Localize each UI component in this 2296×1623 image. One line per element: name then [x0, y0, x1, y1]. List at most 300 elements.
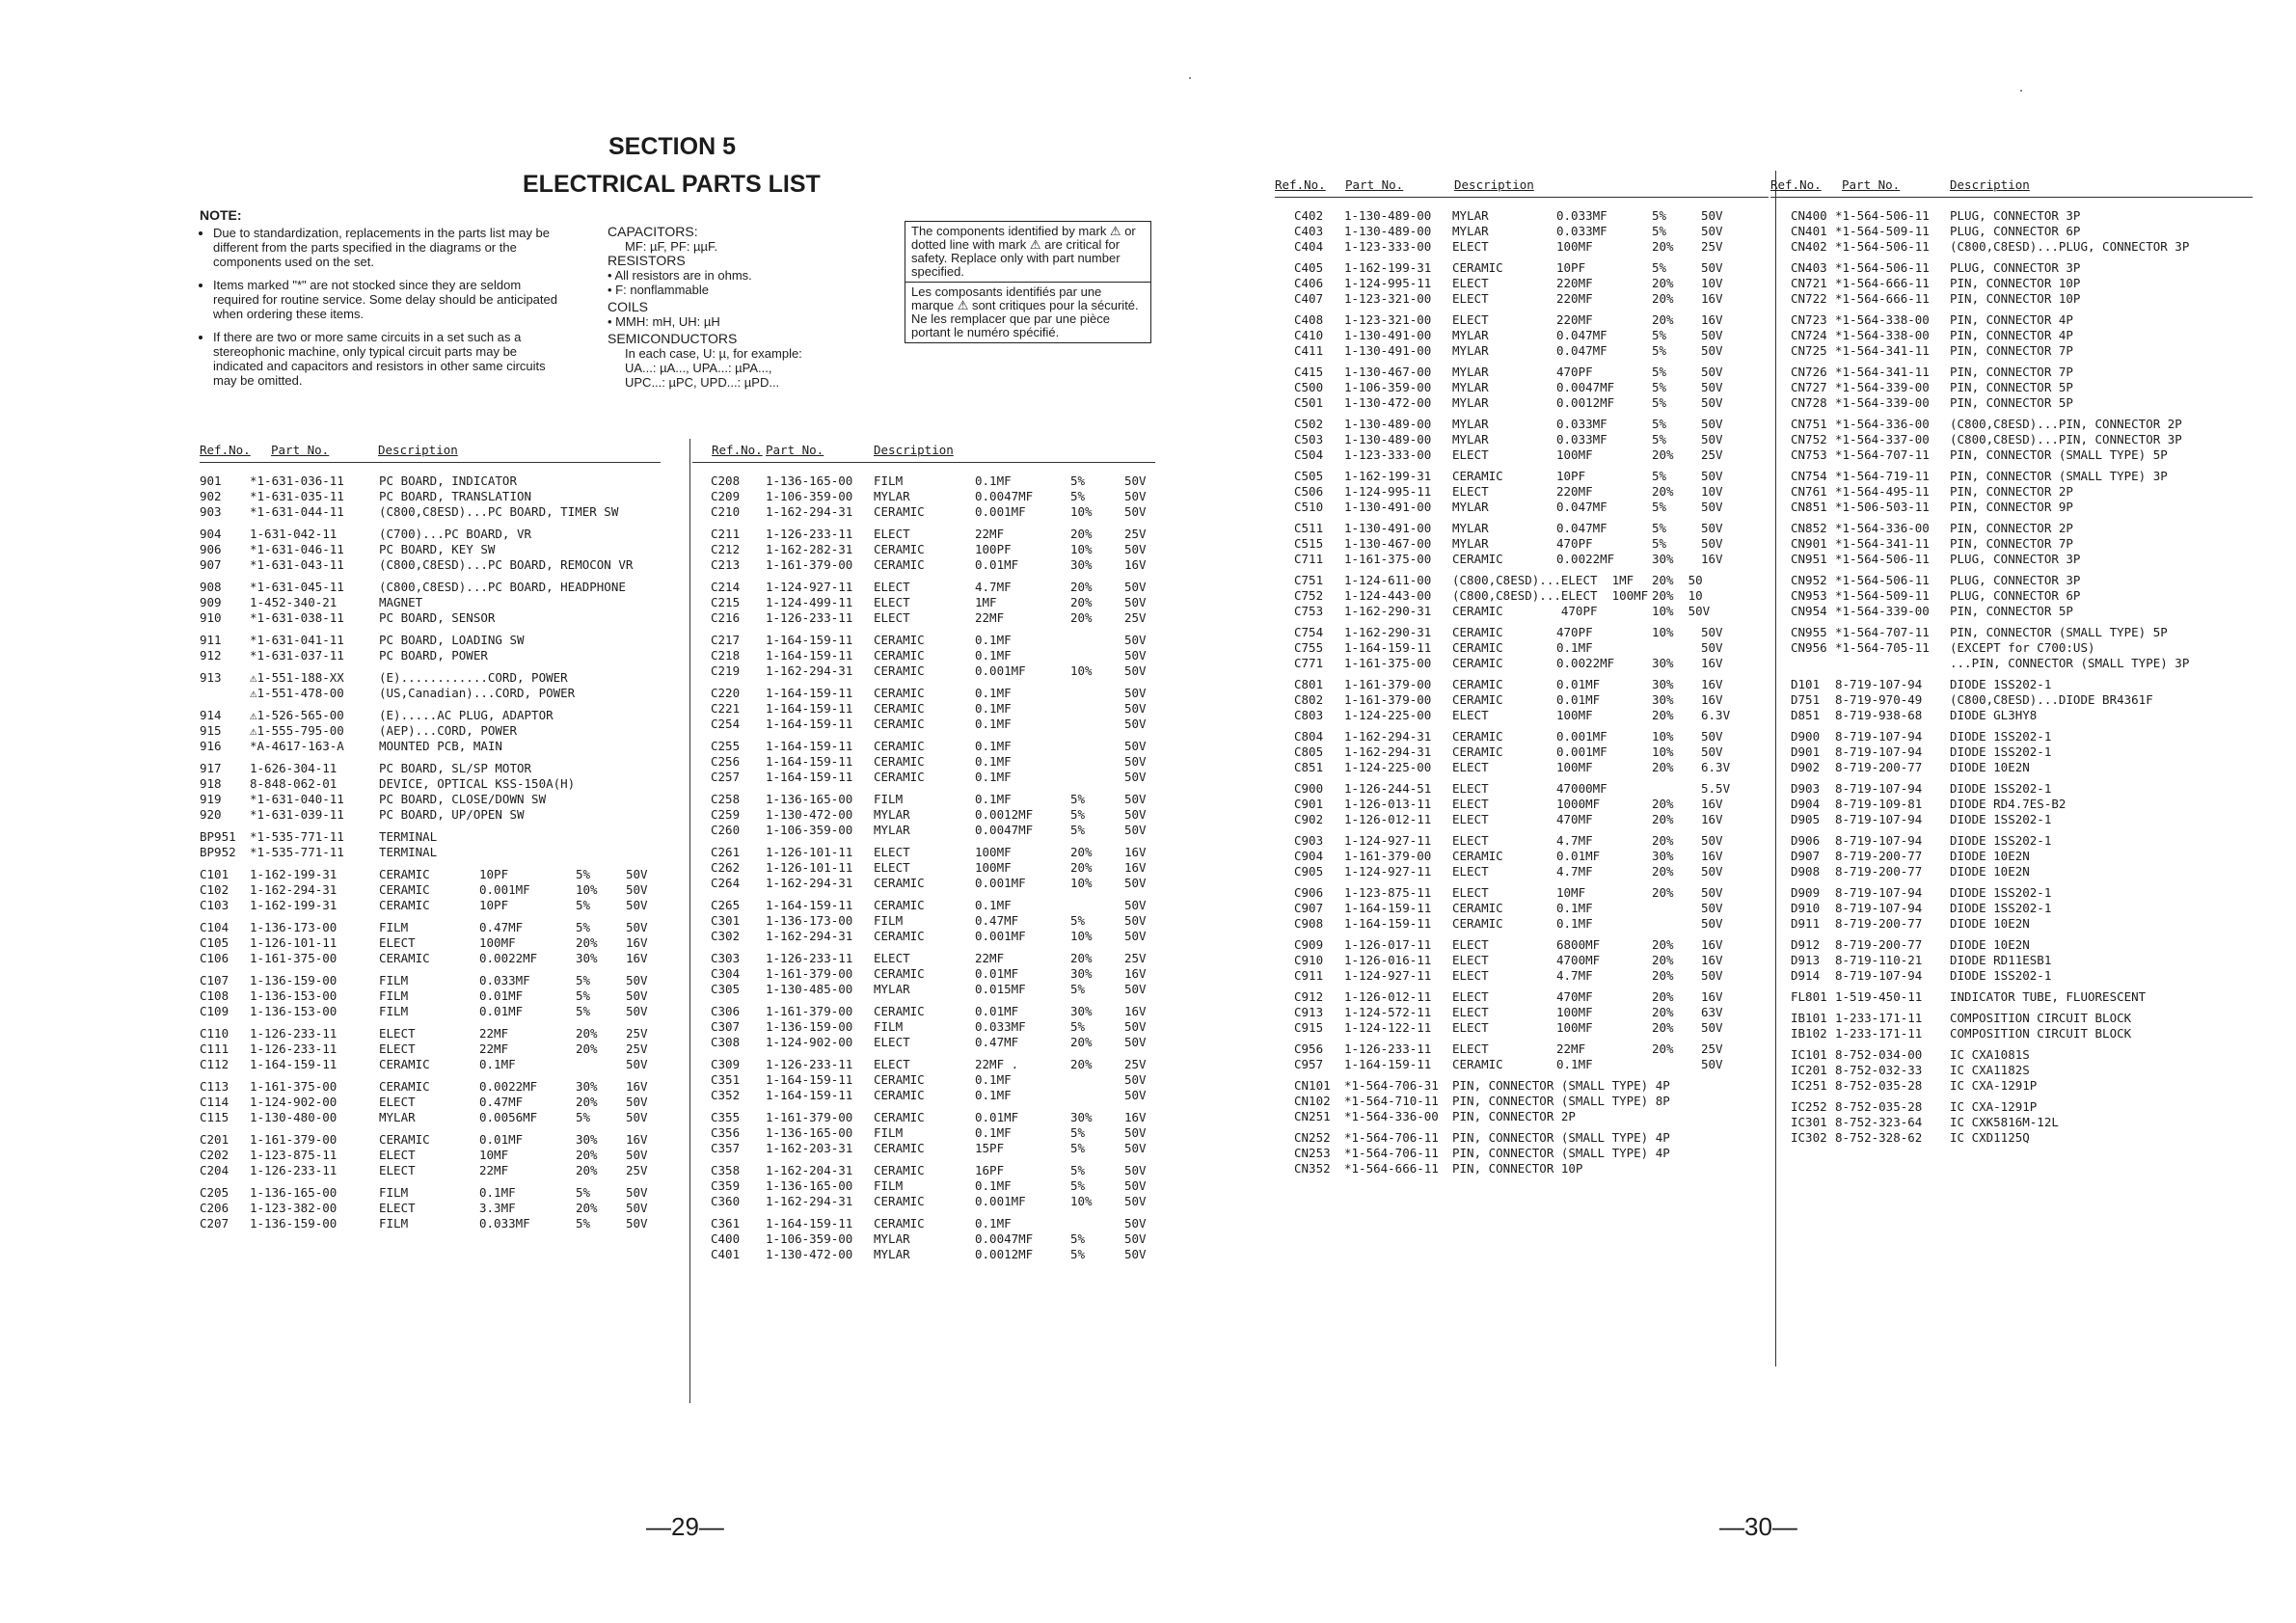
value: 220MF: [1556, 276, 1593, 290]
ref-no: C208: [711, 473, 741, 488]
ref-no: C360: [711, 1194, 741, 1208]
ref-no: CN724: [1791, 328, 1827, 342]
table-row: [1770, 744, 2253, 760]
ref-no: CN851: [1791, 500, 1827, 514]
rating: 50V: [1701, 1020, 1723, 1035]
ref-no: C205: [200, 1185, 230, 1200]
ref-no: C207: [200, 1216, 230, 1231]
part-no: 1-124-927-11: [766, 580, 853, 594]
description: ELECT: [874, 580, 910, 594]
part-no: 1-123-321-00: [1344, 291, 1432, 306]
table-row: [692, 717, 1155, 732]
tolerance: 20%: [576, 1041, 598, 1056]
ref-no: C406: [1294, 276, 1324, 290]
ref-no: 907: [200, 557, 222, 572]
value: 0.1MF: [479, 1057, 516, 1071]
rating: 50V: [1701, 260, 1723, 275]
value: 0.001MF: [975, 504, 1026, 519]
parts-column-3: [1275, 176, 1769, 1182]
tolerance: 5%: [1652, 432, 1667, 446]
description: CERAMIC: [874, 770, 925, 784]
part-no: 1-136-165-00: [766, 792, 853, 806]
ref-no: BP951: [200, 829, 236, 844]
rating: 50V: [1124, 1178, 1147, 1193]
ref-no: C217: [711, 633, 741, 647]
parts-group: [1275, 312, 1769, 359]
table-row: [692, 807, 1155, 823]
value: 0.047MF: [1556, 521, 1607, 535]
tolerance: 20%: [1652, 989, 1674, 1004]
ref-no: C209: [711, 489, 741, 503]
rating: 25V: [1701, 239, 1723, 254]
safety-notice-english: The components identified by mark ⚠ or dotted line with mark ⚠ are critical for safety. Replace only with part number specified.: [911, 224, 1136, 279]
table-row: [1770, 937, 2253, 953]
rating: 50V: [1124, 648, 1147, 663]
ref-no: C771: [1294, 656, 1324, 670]
rating: 50V: [1124, 1231, 1147, 1246]
section-title: SECTION 5: [608, 133, 736, 160]
table-row: [1770, 1115, 2253, 1130]
rating: 25V: [626, 1041, 648, 1056]
part-no: 8-719-107-94: [1835, 812, 1923, 826]
table-row: [1770, 797, 2253, 812]
value: 220MF: [1556, 484, 1593, 499]
tolerance: 5%: [1070, 913, 1086, 928]
tolerance: 5%: [576, 973, 591, 987]
description: PIN, CONNECTOR 7P: [1950, 365, 2073, 379]
ref-no: C900: [1294, 781, 1324, 796]
rating: 50V: [1124, 1163, 1147, 1177]
description: CERAMIC: [874, 754, 925, 769]
value: 4.7MF: [975, 580, 1012, 594]
part-no: *1-564-506-11: [1835, 573, 1930, 587]
table-row: [1275, 432, 1769, 447]
table-row: [692, 1110, 1155, 1125]
table-row: [200, 504, 661, 520]
table-row: [1770, 276, 2253, 291]
table-row: [1770, 677, 2253, 692]
value: 10PF: [1556, 260, 1586, 275]
ref-no: CN102: [1294, 1094, 1331, 1108]
table-row: [200, 473, 661, 489]
table-row: [1275, 1161, 1769, 1177]
table-row: [200, 739, 661, 754]
part-no: 1-126-233-11: [1344, 1041, 1432, 1056]
ref-no: C264: [711, 876, 741, 890]
value: 0.0022MF: [479, 1079, 538, 1094]
part-no: ⚠1-526-565-00: [250, 708, 344, 722]
rating: 50V: [1124, 754, 1147, 769]
rating: 50V: [1701, 625, 1723, 639]
part-no: 1-164-159-11: [766, 770, 853, 784]
table-row: [1275, 343, 1769, 359]
tolerance: 5%: [1070, 473, 1086, 488]
part-no: 1-626-304-11: [250, 761, 338, 775]
parts-group: [1275, 1130, 1769, 1177]
table-row: [1275, 417, 1769, 432]
value: 0.1MF: [1556, 916, 1593, 931]
table-row: [1275, 901, 1769, 916]
capacitors-units: MF: µF, PF: µµF.: [625, 239, 718, 254]
description: INDICATOR TUBE, FLUORESCENT: [1950, 989, 2147, 1004]
part-no: 1-161-379-00: [1344, 677, 1432, 691]
tolerance: 5%: [1070, 807, 1086, 822]
description: CERAMIC: [874, 1163, 925, 1177]
description: DIODE 1SS202-1: [1950, 744, 2052, 759]
parts-group: [1770, 833, 2253, 879]
part-no: 1-233-171-11: [1835, 1026, 1923, 1041]
description: CERAMIC: [379, 867, 430, 881]
part-no: 1-130-491-00: [1344, 328, 1432, 342]
ref-no: C210: [711, 504, 741, 519]
value: 10PF: [479, 898, 509, 912]
tolerance: 5%: [576, 1216, 591, 1231]
description: CERAMIC: [874, 633, 925, 647]
ref-no: C108: [200, 988, 230, 1003]
tolerance: 30%: [1652, 677, 1674, 691]
ref-no: C301: [711, 913, 741, 928]
description: MYLAR: [1452, 224, 1489, 238]
table-row: [692, 686, 1155, 701]
part-no: 1-126-101-11: [766, 845, 853, 859]
parts-group: [692, 686, 1155, 732]
tolerance: 5%: [576, 1004, 591, 1018]
table-row: [1275, 729, 1769, 744]
ref-no: D902: [1791, 760, 1821, 774]
rating: 50V: [1124, 663, 1147, 678]
parts-group: [1275, 885, 1769, 932]
part-no: 1-161-379-00: [766, 1004, 853, 1018]
ref-no: IC251: [1791, 1078, 1827, 1093]
part-no: 1-162-294-31: [250, 882, 338, 897]
description: PIN, CONNECTOR (SMALL TYPE) 3P: [1950, 469, 2168, 483]
parts-group: [692, 1004, 1155, 1050]
part-no: 1-130-467-00: [1344, 536, 1432, 551]
rating: 16V: [626, 1132, 648, 1147]
description: CERAMIC: [874, 542, 925, 556]
description: FILM: [874, 1125, 904, 1140]
table-row: [692, 1247, 1155, 1262]
tolerance: 20%: [1070, 610, 1093, 625]
tolerance: 5%: [576, 898, 591, 912]
ref-no: IC301: [1791, 1115, 1827, 1129]
ref-no: C405: [1294, 260, 1324, 275]
rating: 50V: [1124, 982, 1147, 996]
tolerance: 5%: [576, 1110, 591, 1124]
parts-group: [1770, 885, 2253, 932]
description: DIODE RD11ESB1: [1950, 953, 2052, 967]
rating: 50V: [626, 920, 648, 934]
ref-no: C408: [1294, 312, 1324, 327]
table-row: [1770, 833, 2253, 849]
value: 0.01MF: [975, 1110, 1019, 1124]
value: 470MF: [1556, 812, 1593, 826]
ref-no: C113: [200, 1079, 230, 1094]
description: ELECT: [379, 1148, 416, 1162]
parts-group: [200, 973, 661, 1019]
rating: 50V: [1124, 739, 1147, 753]
description: ELECT: [1452, 1041, 1489, 1056]
value: 220MF: [1556, 291, 1593, 306]
table-row: [200, 1185, 661, 1201]
ref-no: C265: [711, 898, 741, 912]
tolerance: 20%: [576, 1026, 598, 1041]
ref-no: C802: [1294, 692, 1324, 707]
table-row: [1770, 916, 2253, 932]
part-no: 1-126-017-11: [1344, 937, 1432, 952]
value: 100MF: [479, 935, 516, 950]
part-no: 1-123-382-00: [250, 1201, 338, 1215]
table-row: [200, 633, 661, 648]
value: 0.033MF: [1556, 224, 1607, 238]
value: 0.1MF: [975, 754, 1012, 769]
description: ELECT: [1452, 239, 1489, 254]
part-no: 1-164-159-11: [1344, 916, 1432, 931]
description: CERAMIC: [874, 1194, 925, 1208]
value: 0.01MF: [479, 988, 524, 1003]
description: CERAMIC: [379, 898, 430, 912]
part-no: *1-564-337-00: [1835, 432, 1930, 446]
ref-no: CN952: [1791, 573, 1827, 587]
part-no: *1-631-041-11: [250, 633, 344, 647]
parts-group: [1770, 469, 2253, 515]
parts-group: [1770, 1099, 2253, 1146]
description: PC BOARD, UP/OPEN SW: [379, 807, 525, 822]
table-row: [200, 882, 661, 898]
table-row: [692, 1163, 1155, 1178]
value: 0.01MF: [1556, 692, 1601, 707]
table-row: [1275, 500, 1769, 515]
parts-group: [692, 898, 1155, 944]
ref-no: 914: [200, 708, 222, 722]
table-row: [1770, 588, 2253, 604]
ref-no: IB102: [1791, 1026, 1827, 1041]
table-row: [1275, 447, 1769, 463]
ref-no: BP952: [200, 845, 236, 859]
part-no: 1-126-244-51: [1344, 781, 1432, 796]
table-row: [1770, 625, 2253, 640]
rating: 50V: [1124, 489, 1147, 503]
description: PIN, CONNECTOR 10P: [1452, 1161, 1583, 1176]
value: 0.001MF: [975, 929, 1026, 943]
tolerance: 30%: [1652, 849, 1674, 863]
parts-group: [200, 1185, 661, 1231]
part-no: 1-161-375-00: [1344, 656, 1432, 670]
rating: 50V: [1124, 633, 1147, 647]
description: DIODE 1SS202-1: [1950, 833, 2052, 848]
ref-no: C403: [1294, 224, 1324, 238]
rating: 50V: [1701, 417, 1723, 431]
part-no: 1-164-159-11: [766, 701, 853, 716]
notes-block: [200, 208, 564, 396]
table-row: [1770, 484, 2253, 500]
table-row: [200, 898, 661, 913]
rating: 25V: [1701, 1041, 1723, 1056]
part-no: 8-752-035-28: [1835, 1099, 1923, 1114]
ref-no: C112: [200, 1057, 230, 1071]
value: 0.0047MF: [975, 1231, 1034, 1246]
ref-no: C805: [1294, 744, 1324, 759]
part-no: 1-126-012-11: [1344, 989, 1432, 1004]
part-no: 1-130-467-00: [1344, 365, 1432, 379]
ref-no: C214: [711, 580, 741, 594]
description: FILM: [379, 973, 409, 987]
part-no: *1-564-336-00: [1835, 417, 1930, 431]
tolerance: 10%: [1652, 625, 1674, 639]
part-no: *1-631-039-11: [250, 807, 344, 822]
description: PIN, CONNECTOR 9P: [1950, 500, 2073, 514]
description: DIODE 1SS202-1: [1950, 729, 2052, 744]
part-no: 1-161-375-00: [250, 1079, 338, 1094]
parts-group: [1275, 833, 1769, 879]
part-no: *1-564-339-00: [1835, 395, 1930, 410]
parts-group: [1770, 365, 2253, 411]
description: COMPOSITION CIRCUIT BLOCK: [1950, 1011, 2132, 1025]
description: PC BOARD, SENSOR: [379, 610, 496, 625]
parts-group: [1275, 469, 1769, 515]
table-row: [1770, 989, 2253, 1005]
table-row: [1770, 781, 2253, 797]
ref-no: CN403: [1791, 260, 1827, 275]
value: 0.1MF: [975, 1072, 1012, 1087]
value: 0.033MF: [479, 1216, 530, 1231]
parts-group: [200, 580, 661, 626]
part-no: 1-124-499-11: [766, 595, 853, 609]
rating: 16V: [1701, 849, 1723, 863]
table-row: [1770, 1011, 2253, 1026]
ref-no: 913: [200, 670, 222, 685]
table-row: [692, 913, 1155, 929]
part-no: 1-126-233-11: [766, 951, 853, 965]
description: FILM: [379, 1216, 409, 1231]
part-no: 1-161-379-00: [1344, 849, 1432, 863]
tolerance: 5%: [1652, 224, 1667, 238]
table-row: [1275, 989, 1769, 1005]
ref-no: CN401: [1791, 224, 1827, 238]
tolerance: 20%: [1652, 291, 1674, 306]
part-no: *1-564-706-31: [1344, 1078, 1439, 1093]
value: 10MF: [479, 1148, 509, 1162]
capacitors-heading: CAPACITORS:: [608, 224, 698, 239]
parts-group: [1275, 1041, 1769, 1072]
description: MAGNET: [379, 595, 423, 609]
table-row: [1770, 395, 2253, 411]
value: 0.1MF: [1556, 1057, 1593, 1071]
tolerance: 10%: [1070, 1194, 1093, 1208]
table-row: [692, 527, 1155, 542]
description: ELECT: [1452, 291, 1489, 306]
rating: 16V: [1701, 656, 1723, 670]
table-row: [1770, 343, 2253, 359]
part-no: 1-126-016-11: [1344, 953, 1432, 967]
rating: 16V: [1701, 692, 1723, 707]
description: PC BOARD, SL/SP MOTOR: [379, 761, 532, 775]
table-row: [200, 542, 661, 557]
description: PIN, CONNECTOR 5P: [1950, 380, 2073, 394]
table-row: [1770, 708, 2253, 723]
table-row: [200, 792, 661, 807]
value: 0.1MF: [1556, 640, 1593, 655]
part-no: *1-564-341-11: [1835, 365, 1930, 379]
table-row: [1275, 536, 1769, 552]
description: CERAMIC: [874, 1004, 925, 1018]
ref-no: 902: [200, 489, 222, 503]
rating: 50V: [626, 1095, 648, 1109]
table-row: [200, 1095, 661, 1110]
tolerance: 20%: [1652, 708, 1674, 722]
ref-no: C906: [1294, 885, 1324, 900]
column-header: [1770, 176, 2253, 198]
tolerance: 30%: [1652, 656, 1674, 670]
part-no: 1-162-294-31: [766, 1194, 853, 1208]
tolerance: 5%: [576, 867, 591, 881]
ref-no: CN754: [1791, 469, 1827, 483]
tolerance: 20%: [576, 1201, 598, 1215]
part-no: 8-752-035-28: [1835, 1078, 1923, 1093]
table-row: [692, 754, 1155, 770]
table-row: [1275, 968, 1769, 984]
part-no: 1-106-359-00: [1344, 380, 1432, 394]
tolerance: 10%: [1652, 744, 1674, 759]
description: DIODE 1SS202-1: [1950, 781, 2052, 796]
part-no: 1-161-379-00: [250, 1132, 338, 1147]
ref-no: D903: [1791, 781, 1821, 796]
table-row: [692, 823, 1155, 838]
table-row: [200, 1041, 661, 1057]
description: CERAMIC: [874, 1110, 925, 1124]
note-item: • Due to standardization, replacements in the parts list may be different from the parts specified in the diagrams or the components used on the set.: [213, 226, 564, 269]
part-no: 1-164-159-11: [1344, 640, 1432, 655]
part-no: 1-124-902-00: [250, 1095, 338, 1109]
part-no: 1-130-491-00: [1344, 343, 1432, 358]
table-row: [1770, 1026, 2253, 1041]
part-no: *A-4617-163-A: [250, 739, 344, 753]
ref-no: C912: [1294, 989, 1324, 1004]
part-no: *1-564-710-11: [1344, 1094, 1439, 1108]
safety-notice-french: Les composants identifiés par une marque ⚠ sont critiques pour la sécurité. Ne les remplacer que par une pièce portant le numéro spécifié.: [905, 282, 1150, 342]
ref-no: C110: [200, 1026, 230, 1041]
part-no: 8-719-200-77: [1835, 760, 1923, 774]
ref-no: C105: [200, 935, 230, 950]
table-row: [1275, 395, 1769, 411]
description: MYLAR: [1452, 500, 1489, 514]
ref-no: CN753: [1791, 447, 1827, 462]
tolerance: 5%: [576, 988, 591, 1003]
value: 0.1MF: [975, 792, 1012, 806]
value: 0.47MF: [975, 1035, 1019, 1049]
parts-group: [692, 739, 1155, 785]
part-no: 1-162-199-31: [1344, 260, 1432, 275]
tolerance: 10%: [1070, 876, 1093, 890]
value: 0.1MF: [975, 1216, 1012, 1231]
value: 6800MF: [1556, 937, 1601, 952]
description: ELECT: [874, 1057, 910, 1071]
description: ELECT: [1452, 885, 1489, 900]
value: 0.001MF: [1556, 729, 1607, 744]
rating: 50V: [1124, 701, 1147, 716]
part-no: 1-136-153-00: [250, 1004, 338, 1018]
table-row: [1275, 260, 1769, 276]
description: CERAMIC: [874, 739, 925, 753]
tolerance: 20% 50: [1652, 573, 1703, 587]
rating: 16V: [1701, 989, 1723, 1004]
tolerance: 20%: [1652, 760, 1674, 774]
description: MYLAR: [874, 823, 910, 837]
rating: 25V: [1701, 447, 1723, 462]
rating: 50V: [1701, 885, 1723, 900]
ref-no: 909: [200, 595, 222, 609]
description: PIN, CONNECTOR 4P: [1950, 328, 2073, 342]
